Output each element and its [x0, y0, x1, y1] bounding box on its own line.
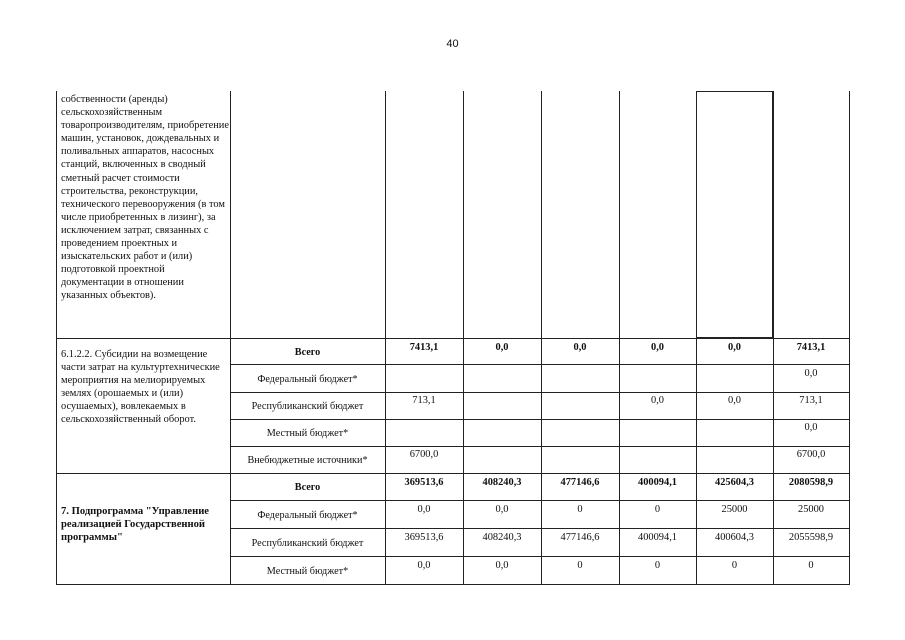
- source-label: Федеральный бюджет*: [257, 510, 358, 521]
- row-divider: [230, 500, 850, 501]
- row-divider: [230, 364, 850, 365]
- source-label: Всего: [294, 482, 321, 493]
- value-cell: 0,0: [728, 342, 741, 353]
- source-label: Внебюджетные источники*: [247, 455, 368, 466]
- value-cell: 6700,0: [796, 449, 826, 460]
- value-cell: 25000: [721, 504, 748, 515]
- source-label: Местный бюджет*: [266, 566, 349, 577]
- source-label: Республиканский бюджет: [251, 401, 364, 412]
- value-cell: 477146,6: [560, 532, 600, 543]
- value-cell: 400094,1: [638, 477, 677, 488]
- section-7-description: 7. Подпрограмма "Управление реализацией Государственной программы": [61, 506, 209, 543]
- value-cell: 369513,6: [404, 477, 444, 488]
- value-cell: 0: [808, 560, 814, 571]
- row-divider: [230, 419, 850, 420]
- row-divider: [56, 473, 850, 474]
- value-cell: 0,0: [417, 560, 431, 571]
- value-cell: 0,0: [804, 422, 818, 433]
- row-divider: [56, 338, 850, 339]
- value-cell: 0,0: [804, 368, 818, 379]
- value-cell: 408240,3: [482, 532, 522, 543]
- page-number: 40: [446, 38, 459, 50]
- continued-description: собственности (аренды) сельскохозяйственным товаропроизводителям, приобретение машин, установок, дождевальных и поливальных аппаратов, насосных станций, включенных в сводный сметный расчет стоимости строительства, реконструкции, технического перевооружения (в том числе приобретенных в лизинг), за исключением затрат, связанных с проведением проектных и изыскательских работ и (или) подготовкой проектной документации в отношении указанных объектов).: [61, 94, 229, 302]
- value-cell: 7413,1: [796, 342, 826, 353]
- row-divider: [230, 392, 850, 393]
- value-cell: 0,0: [651, 342, 664, 353]
- value-cell: 0,0: [728, 395, 741, 406]
- value-cell: 7413,1: [409, 342, 439, 353]
- value-cell: 425604,3: [715, 477, 754, 488]
- source-label: Федеральный бюджет*: [257, 374, 358, 385]
- table-border-bottom: [56, 584, 850, 585]
- value-cell: 0,0: [495, 504, 509, 515]
- source-label: Республиканский бюджет: [251, 538, 364, 549]
- value-cell: 400604,3: [715, 532, 754, 543]
- value-cell: 400094,1: [638, 532, 677, 543]
- value-cell: 0: [731, 560, 738, 571]
- section-6122-description: 6.1.2.2. Субсидии на возмещение части затрат на культуртехнические мероприятия на мелиорируемых землях (орошаемых и (или) осушаемых), вовлекаемых в сельскохозяйственный оборот.: [61, 349, 220, 426]
- value-cell: 6700,0: [409, 449, 439, 460]
- row-divider: [230, 556, 850, 557]
- value-cell: 25000: [798, 504, 824, 515]
- value-cell: 0,0: [495, 560, 509, 571]
- value-cell: 0: [654, 560, 661, 571]
- value-cell: 0,0: [495, 342, 509, 353]
- value-cell: 2055598,9: [788, 532, 834, 543]
- value-cell: 0: [577, 560, 583, 571]
- value-cell: 408240,3: [482, 477, 522, 488]
- value-cell: 369513,6: [404, 532, 444, 543]
- source-label: Всего: [294, 347, 321, 358]
- source-label: Местный бюджет*: [266, 428, 349, 439]
- value-cell: 2080598,9: [788, 477, 834, 488]
- row-divider: [230, 446, 850, 447]
- value-cell: 0,0: [573, 342, 587, 353]
- empty-cell-box: [696, 91, 773, 338]
- row-divider: [230, 528, 850, 529]
- value-cell: 713,1: [412, 395, 436, 406]
- value-cell: 0: [654, 504, 661, 515]
- value-cell: 0,0: [651, 395, 664, 406]
- value-cell: 713,1: [799, 395, 823, 406]
- value-cell: 477146,6: [560, 477, 600, 488]
- value-cell: 0,0: [417, 504, 431, 515]
- value-cell: 0: [577, 504, 583, 515]
